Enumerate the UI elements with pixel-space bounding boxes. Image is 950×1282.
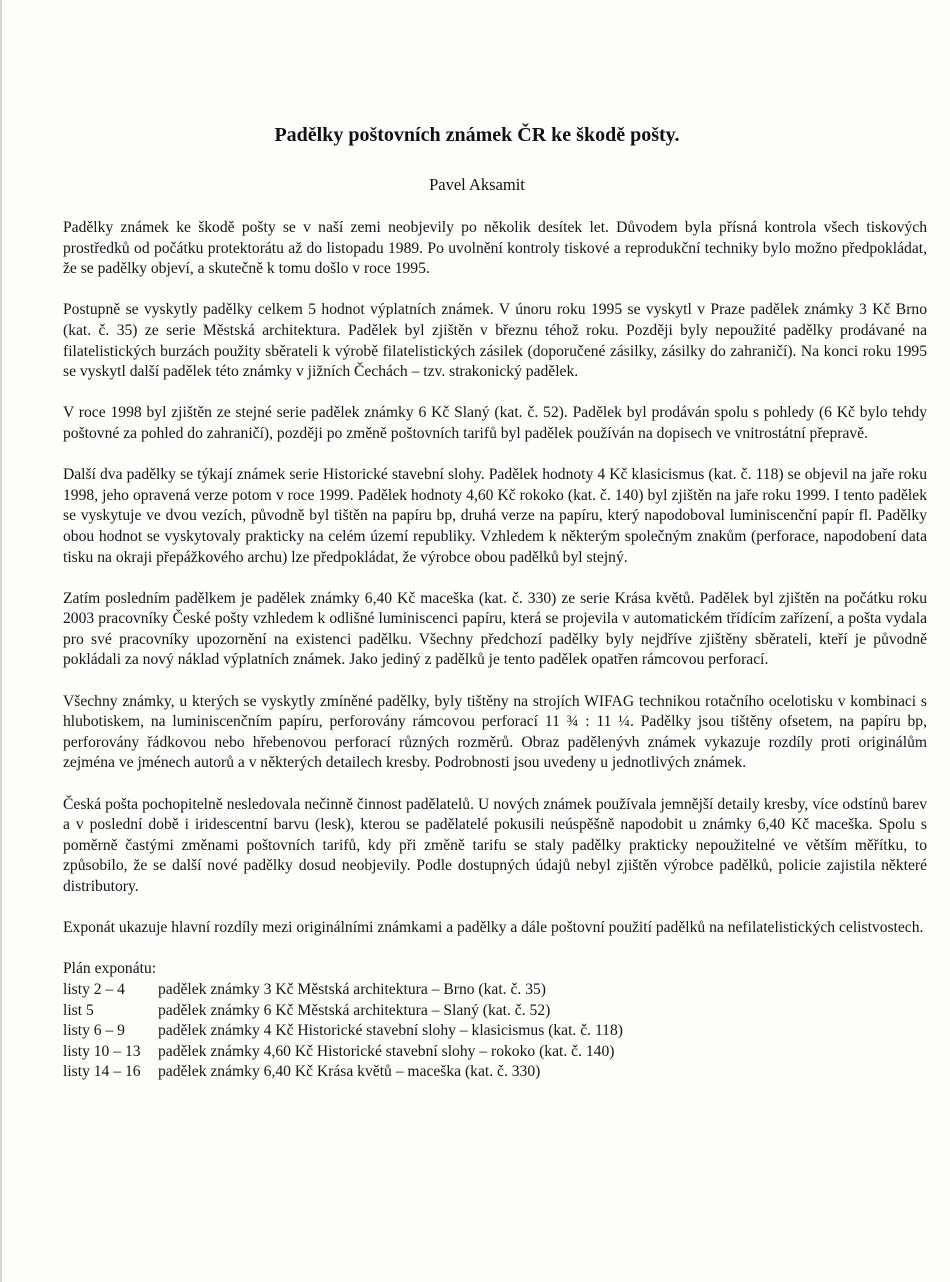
exhibit-plan-row [63,1042,927,1063]
plan-row-sheets: listy 2 – 4 [63,980,125,998]
paragraph-3: V roce 1998 byl zjištěn ze stejné serie padělek známky 6 Kč Slaný (kat. č. 52). Padělek byl prodáván spolu s pohledy (6 Kč bylo tehdy poštovné za pohled do zahraničí), později po změně poštovních tarifů byl padělek používán na dopisech ve vnitrostátní přepravě. [63,404,927,442]
exhibit-plan [63,959,927,1083]
exhibit-plan-row [63,980,927,1001]
paragraph-1: Padělky známek ke škodě pošty se v naší zemi neobjevily po několik desítek let. Důvodem byla přísná kontrola všech tiskových prostředků od počátku protektorátu až do listopadu 1989. Po uvolnění kontroly tiskové a reprodukční techniky bylo možno předpokládat, že se padělky objeví, a skutečně k tomu došlo v roce 1995. [63,219,927,278]
document-body [63,218,927,1083]
plan-row-sheets: listy 14 – 16 [63,1063,141,1081]
paragraph-4: Další dva padělky se týkají známek serie Historické stavební slohy. Padělek hodnoty 4 Kč klasicismus (kat. č. 118) se objevil na jaře roku 1998, jeho opravená verze potom v roce 1999. Padělek hodnoty 4,60 Kč rokoko (kat. č. 140) byl zjištěn na jaře roku 1999. I tento padělek se vyskytuje ve dvou vezích, původně byl tištěn na papíru bp, druhá verze na papíru, který napodoboval luminiscenční papír fl. Padělky obou hodnot se vyskytovaly prakticky na celém území republiky. Vzhledem k některým společným znakům (perforace, napodobení data tisku na okraji přepážkového archu) lze předpokládat, že výrobce obou padělků byl stejný. [63,466,927,566]
exhibit-plan-heading: Plán exponátu: [63,960,157,978]
document-title: Padělky poštovních známek ČR ke škodě pošty. [274,124,680,146]
paragraph-8: Exponát ukazuje hlavní rozdíly mezi originálními známkami a padělky a dále poštovní použití padělků na nefilatelistických celistvostech. [63,919,924,937]
plan-row-sheets: listy 6 – 9 [63,1022,125,1040]
exhibit-plan-row [63,1001,927,1022]
document-author: Pavel Aksamit [429,175,525,194]
plan-row-description: padělek známky 4,60 Kč Historické stavební slohy – rokoko (kat. č. 140) [158,1042,615,1060]
plan-row-sheets: listy 10 – 13 [63,1042,141,1060]
plan-row-description: padělek známky 4 Kč Historické stavební slohy – klasicismus (kat. č. 118) [158,1022,623,1040]
exhibit-plan-row [63,1021,927,1042]
paragraph-2: Postupně se vyskytly padělky celkem 5 hodnot výplatních známek. V únoru roku 1995 se vyskytl v Praze padělek známky 3 Kč Brno (kat. č. 35) ze serie Městská architektura. Padělek byl zjištěn v březnu téhož roku. Později byly nepoužité padělky prodávané na filatelistických burzách použity sběrateli k výrobě filatelistických zásilek (doporučené zásilky, zásilky do zahraničí). Na konci roku 1995 se vyskytl další padělek této známky v jižních Čechách – tzv. strakonický padělek. [63,301,927,381]
plan-row-description: padělek známky 6 Kč Městská architektura – Slaný (kat. č. 52) [158,1001,551,1019]
plan-row-description: padělek známky 3 Kč Městská architektura – Brno (kat. č. 35) [158,980,546,998]
plan-row-sheets: list 5 [63,1001,94,1019]
exhibit-plan-row [63,1062,927,1083]
plan-row-description: padělek známky 6,40 Kč Krása květů – maceška (kat. č. 330) [158,1063,541,1081]
paragraph-7: Česká pošta pochopitelně nesledovala nečinně činnost padělatelů. U nových známek používala jemnější detaily kresby, více odstínů barev a v poslední době i iridescentní barvu (lesk), kterou se padělatelé pokusili neúspěšně napodobit u známky 6,40 Kč maceška. Spolu s poměrně častými změnami poštovních tarifů, kdy při změně tarifu se staly padělky prakticky nepoužitelné ve větším měřítku, to způsobilo, že se další nové padělky dosud neobjevily. Podle dostupných údajů nebyl zjištěn výrobce padělků, policie zajistila některé distributory. [63,795,927,895]
paragraph-6: Všechny známky, u kterých se vyskytly zmíněné padělky, byly tištěny na strojích WIFAG technikou rotačního ocelotisku v kombinaci s hlubotiskem, na luminiscenčním papíru, perforovány rámcovou perforací 11 ¾ : 11 ¼. Padělky jsou tištěny ofsetem, na papíru bp, perforovány řádkovou nebo hřebenovou perforací různých rozměrů. Obraz padělenývh známek vykazuje rozdíly proti originálům zejména ve jménech autorů a v některých detailech kresby. Podrobnosti jsou uvedeny u jednotlivých známek. [63,692,927,772]
paragraph-5: Zatím posledním padělkem je padělek známky 6,40 Kč maceška (kat. č. 330) ze serie Krása květů. Padělek byl zjištěn na počátku roku 2003 pracovníky České pošty vzhledem k odlišné luminiscenci papíru, která se projevila v automatickém třídícím zařízení, a pošta vydala pro své pracovníky upozornění na existenci padělku. Všechny předchozí padělky byly nejdříve zjištěny sběrateli, kteří je původně pokládali za nový náklad výplatních známek. Jako jediný z padělků je tento padělek opatřen rámcovou perforací. [63,589,927,669]
